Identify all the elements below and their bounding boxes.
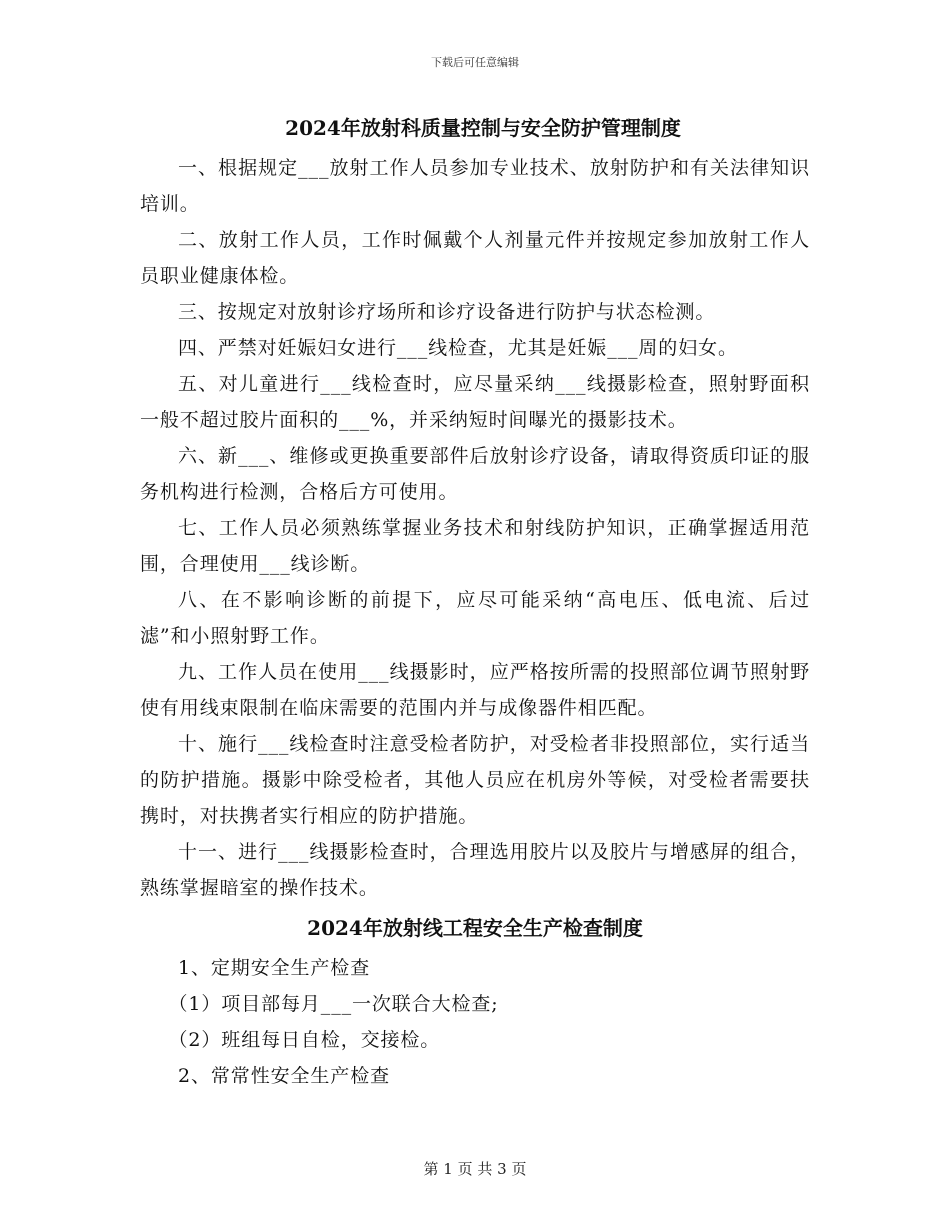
page-number: 第 1 页 共 3 页 bbox=[423, 1160, 527, 1178]
paragraph-10: 十、施行___线检查时注意受检者防护，对受检者非投照部位，实行适当的防护措施。摄影中除受检者，其他人员应在机房外等候，对受检者需要扶携时，对扶携者实行相应的防护措施。 bbox=[140, 733, 810, 827]
inspection-item-2: 2、常常性安全生产检查 bbox=[178, 1065, 390, 1087]
document-title-safety-inspection: 2024年放射线工程安全生产检查制度 bbox=[307, 916, 643, 940]
paragraph-3: 三、按规定对放射诊疗场所和诊疗设备进行防护与状态检测。 bbox=[178, 301, 716, 323]
paragraph-11: 十一、进行___线摄影检查时，合理选用胶片以及胶片与增感屏的组合，熟练掌握暗室的操作技术。 bbox=[140, 841, 810, 899]
document-body bbox=[140, 106, 810, 1094]
paragraph-2: 二、放射工作人员，工作时佩戴个人剂量元件并按规定参加放射工作人员职业健康体检。 bbox=[140, 229, 810, 287]
paragraph-4: 四、严禁对妊娠妇女进行___线检查，尤其是妊娠___周的妇女。 bbox=[178, 337, 738, 359]
document-title-quality-control: 2024年放射科质量控制与安全防护管理制度 bbox=[285, 116, 681, 140]
paragraph-6: 六、新___、维修或更换重要部件后放射诊疗设备，请取得资质印证的服务机构进行检测，合格后方可使用。 bbox=[140, 445, 810, 503]
paragraph-1: 一、根据规定___放射工作人员参加专业技术、放射防护和有关法律知识培训。 bbox=[140, 157, 810, 215]
paragraph-5: 五、对儿童进行___线检查时，应尽量采纳___线摄影检查，照射野面积一般不超过胶片面积的___%，并采纳短时间曝光的摄影技术。 bbox=[140, 373, 810, 431]
paragraph-7: 七、工作人员必须熟练掌握业务技术和射线防护知识，正确掌握适用范围，合理使用___线诊断。 bbox=[140, 517, 810, 575]
inspection-subitem-1: （1）项目部每月___一次联合大检查; bbox=[168, 993, 499, 1015]
paragraph-9: 九、工作人员在使用___线摄影时，应严格按所需的投照部位调节照射野使有用线束限制在临床需要的范围内并与成像器件相匹配。 bbox=[140, 661, 810, 719]
inspection-item-1: 1、定期安全生产检查 bbox=[178, 957, 371, 979]
inspection-subitem-2: （2）班组每日自检，交接检。 bbox=[168, 1029, 441, 1051]
paragraph-8: 八、在不影响诊断的前提下，应尽可能采纳“高电压、低电流、后过滤”和小照射野工作。 bbox=[140, 589, 810, 647]
page-header-note: 下载后可任意编辑 bbox=[431, 56, 519, 69]
